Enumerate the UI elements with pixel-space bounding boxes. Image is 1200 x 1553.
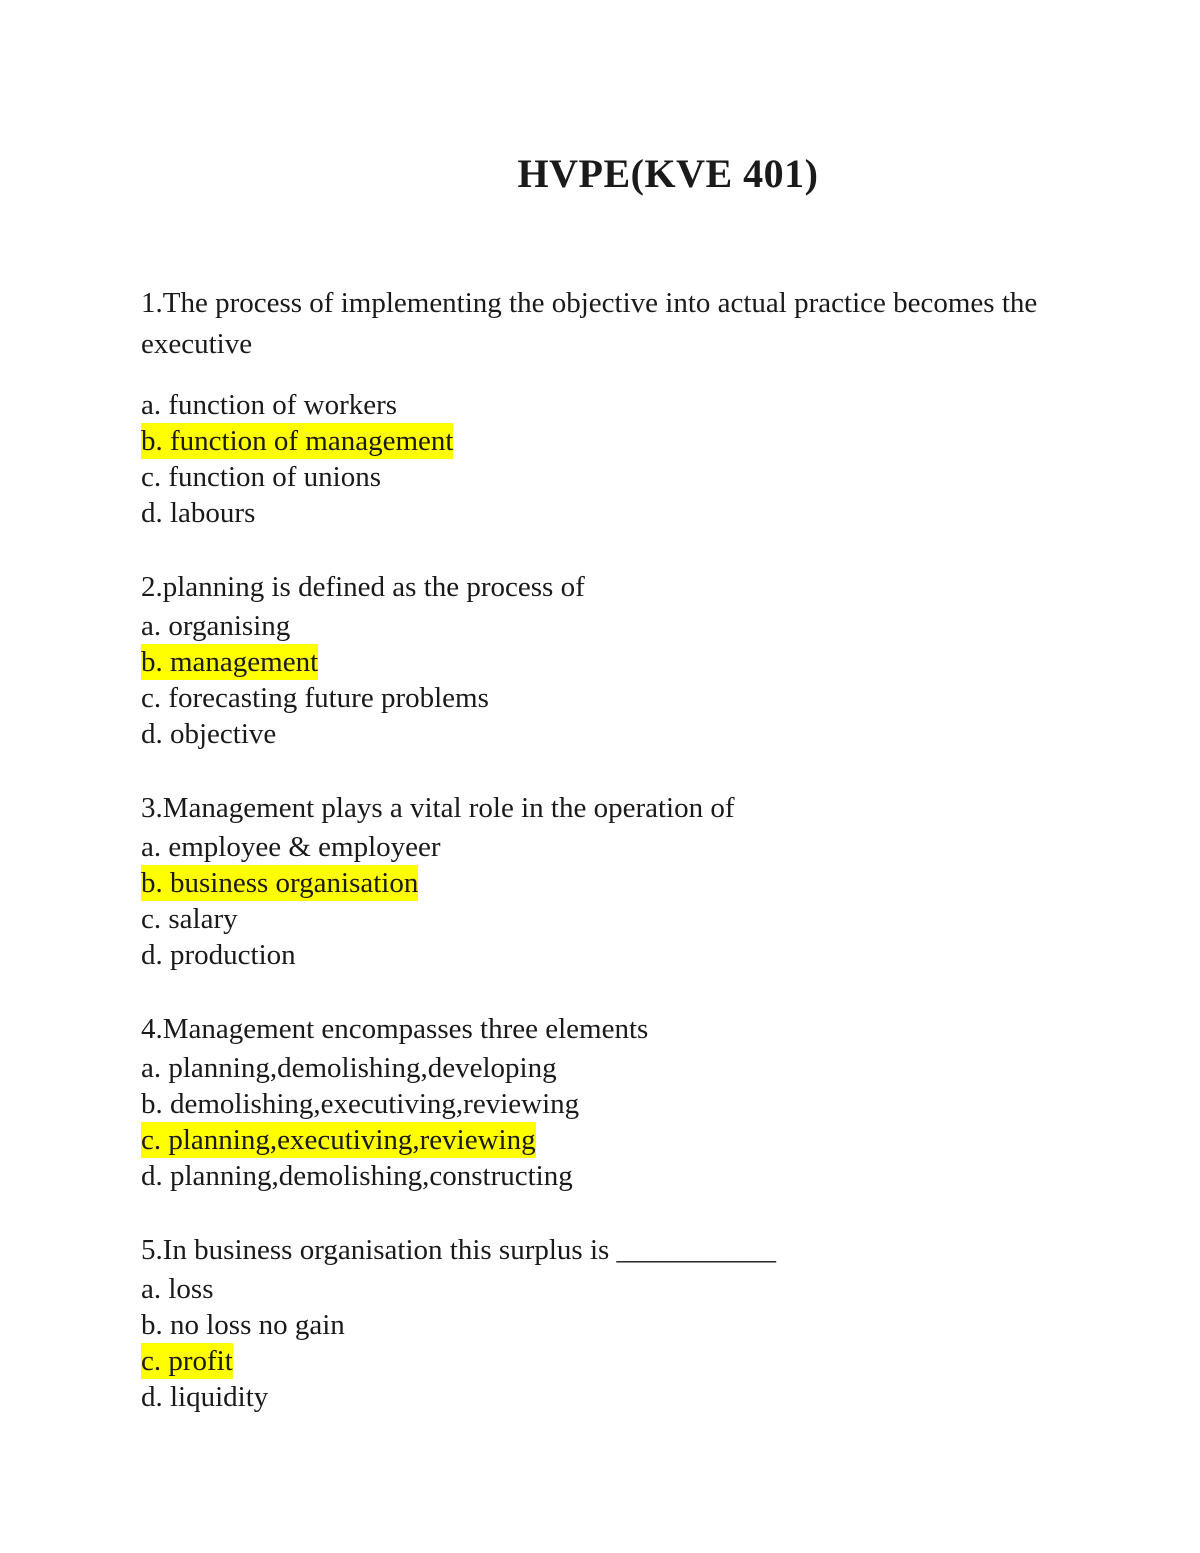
- question-list: [141, 283, 1101, 1451]
- question-text: 5.In business organisation this surplus is ___________: [141, 1234, 777, 1266]
- question-text: 2.planning is defined as the process of: [141, 571, 585, 603]
- option-a: a. loss: [141, 1273, 214, 1305]
- option-d: d. planning,demolishing,constructing: [141, 1160, 573, 1192]
- document-title: HVPE(KVE 401): [517, 151, 819, 196]
- option-b: b. no loss no gain: [141, 1309, 345, 1341]
- option-c: c. forecasting future problems: [141, 682, 489, 714]
- option-a: a. employee & employeer: [141, 831, 441, 863]
- option-c-highlighted: c. planning,executiving,reviewing: [141, 1124, 536, 1156]
- question-3: [141, 788, 1101, 973]
- option-d: d. liquidity: [141, 1381, 269, 1413]
- option-d: d. objective: [141, 718, 277, 750]
- option-a: a. planning,demolishing,developing: [141, 1052, 557, 1084]
- option-c: c. salary: [141, 903, 238, 935]
- option-d: d. production: [141, 939, 296, 971]
- question-text: 4.Management encompasses three elements: [141, 1013, 649, 1045]
- question-2: [141, 567, 1101, 752]
- option-d: d. labours: [141, 497, 256, 529]
- question-4: [141, 1009, 1101, 1194]
- question-text: 1.The process of implementing the objective into actual practice becomes the executive: [141, 287, 1038, 360]
- option-a: a. function of workers: [141, 389, 398, 421]
- question-1: [141, 283, 1101, 531]
- option-b-highlighted: b. function of management: [141, 425, 454, 457]
- option-a: a. organising: [141, 610, 291, 642]
- option-c-highlighted: c. profit: [141, 1345, 233, 1377]
- option-b-highlighted: b. business organisation: [141, 867, 419, 899]
- question-5: [141, 1230, 1101, 1415]
- option-b-highlighted: b. management: [141, 646, 319, 678]
- option-c: c. function of unions: [141, 461, 382, 493]
- question-text: 3.Management plays a vital role in the operation of: [141, 792, 735, 824]
- option-b: b. demolishing,executiving,reviewing: [141, 1088, 580, 1120]
